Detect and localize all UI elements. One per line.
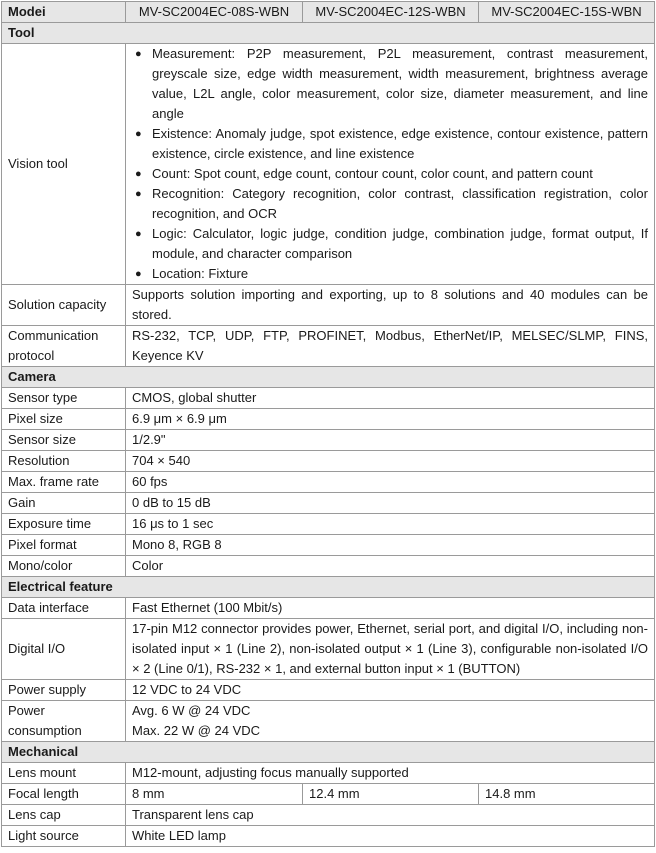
list-item: ● Count: Spot count, edge count, contour count, color count, and pattern count — [132, 164, 648, 184]
spec-label: Lens cap — [2, 805, 126, 826]
spec-value: Mono 8, RGB 8 — [126, 535, 655, 556]
list-item: ● Location: Fixture — [132, 264, 648, 284]
spec-value: 1/2.9" — [126, 430, 655, 451]
model-name: MV-SC2004EC-08S-WBN — [126, 2, 303, 23]
spec-value — [126, 701, 655, 742]
spec-label: Resolution — [2, 451, 126, 472]
model-name: MV-SC2004EC-15S-WBN — [479, 2, 655, 23]
bullet-icon: ● — [135, 128, 142, 140]
spec-label: Vision tool — [2, 44, 126, 285]
spec-row-lens-mount — [2, 763, 655, 784]
spec-label: Digital I/O — [2, 619, 126, 680]
model-label: Modei — [2, 2, 126, 23]
spec-label: Data interface — [2, 598, 126, 619]
spec-row-exposure-time — [2, 514, 655, 535]
spec-label: Power consumption — [2, 701, 126, 742]
spec-label: Focal length — [2, 784, 126, 805]
section-title-mechanical: Mechanical — [2, 742, 655, 763]
spec-value: Supports solution importing and exporting, up to 8 solutions and 40 modules can be stored. — [126, 285, 655, 326]
spec-row-sensor-type — [2, 388, 655, 409]
spec-row-frame-rate — [2, 472, 655, 493]
spec-row-mono-color — [2, 556, 655, 577]
spec-row-resolution — [2, 451, 655, 472]
vision-tool-list — [132, 44, 648, 284]
spec-value: 12.4 mm — [303, 784, 479, 805]
spec-label: Mono/color — [2, 556, 126, 577]
section-title-tool: Tool — [2, 23, 655, 44]
bullet-icon: ● — [135, 188, 142, 200]
spec-value: RS-232, TCP, UDP, FTP, PROFINET, Modbus, EtherNet/IP, MELSEC/SLMP, FINS, Keyence KV — [126, 326, 655, 367]
section-row — [2, 367, 655, 388]
spec-row-lens-cap — [2, 805, 655, 826]
spec-value: 17-pin M12 connector provides power, Ethernet, serial port, and digital I/O, including non-isolated input × 1 (Line 2), non-isolated output × 1 (Line 3), configurable non-isolated I/O × 2 (Line 0/1), RS-232 × 1, and external button input × 1 (BUTTON) — [126, 619, 655, 680]
spec-value: 16 μs to 1 sec — [126, 514, 655, 535]
model-header-row — [2, 2, 655, 23]
model-name: MV-SC2004EC-12S-WBN — [303, 2, 479, 23]
spec-row-light-source — [2, 826, 655, 847]
spec-row-data-interface — [2, 598, 655, 619]
spec-value: White LED lamp — [126, 826, 655, 847]
spec-row-gain — [2, 493, 655, 514]
spec-label: Lens mount — [2, 763, 126, 784]
spec-value: 14.8 mm — [479, 784, 655, 805]
list-item: ● Measurement: P2P measurement, P2L measurement, contrast measurement, greyscale size, edge width measurement, width measurement, brightness average value, L2L angle, color measurement, color size, diameter measurement, and line angle — [135, 46, 648, 121]
spec-row-vision-tool — [2, 44, 655, 285]
list-item: ● Logic: Calculator, logic judge, condition judge, combination judge, format output, If module, and character comparison — [135, 226, 648, 261]
section-row — [2, 742, 655, 763]
spec-row-digital-io — [2, 619, 655, 680]
spec-value: Fast Ethernet (100 Mbit/s) — [126, 598, 655, 619]
bullet-icon: ● — [135, 48, 142, 60]
spec-label: Sensor size — [2, 430, 126, 451]
spec-value: 6.9 μm × 6.9 μm — [126, 409, 655, 430]
spec-value: 60 fps — [126, 472, 655, 493]
spec-value: 8 mm — [126, 784, 303, 805]
spec-label: Solution capacity — [2, 285, 126, 326]
spec-value: CMOS, global shutter — [126, 388, 655, 409]
power-consumption-max: Max. 22 W @ 24 VDC — [132, 723, 261, 738]
power-consumption-avg: Avg. 6 W @ 24 VDC — [132, 703, 251, 718]
spec-value: Color — [126, 556, 655, 577]
spec-row-pixel-format — [2, 535, 655, 556]
spec-label: Communication protocol — [2, 326, 126, 367]
bullet-icon: ● — [135, 228, 142, 240]
list-item: ● Existence: Anomaly judge, spot existence, edge existence, contour existence, pattern existence, circle existence, and line existence — [135, 126, 648, 161]
spec-table — [1, 1, 655, 847]
section-title-electrical: Electrical feature — [2, 577, 655, 598]
spec-row-communication-protocol — [2, 326, 655, 367]
spec-value: 12 VDC to 24 VDC — [126, 680, 655, 701]
spec-row-solution-capacity — [2, 285, 655, 326]
spec-row-sensor-size — [2, 430, 655, 451]
spec-label: Max. frame rate — [2, 472, 126, 493]
spec-value — [126, 44, 655, 285]
list-item: ● Recognition: Category recognition, color contrast, classification registration, color recognition, and OCR — [135, 186, 648, 221]
spec-label: Light source — [2, 826, 126, 847]
spec-value: Transparent lens cap — [126, 805, 655, 826]
spec-row-power-consumption — [2, 701, 655, 742]
spec-label: Pixel size — [2, 409, 126, 430]
section-title-camera: Camera — [2, 367, 655, 388]
spec-label: Pixel format — [2, 535, 126, 556]
spec-value: 704 × 540 — [126, 451, 655, 472]
spec-label: Power supply — [2, 680, 126, 701]
spec-row-power-supply — [2, 680, 655, 701]
spec-row-focal-length — [2, 784, 655, 805]
bullet-icon: ● — [135, 268, 142, 280]
spec-label: Gain — [2, 493, 126, 514]
spec-value: M12-mount, adjusting focus manually supported — [126, 763, 655, 784]
bullet-icon: ● — [135, 168, 142, 180]
spec-label: Exposure time — [2, 514, 126, 535]
section-row — [2, 577, 655, 598]
spec-value: 0 dB to 15 dB — [126, 493, 655, 514]
spec-label: Sensor type — [2, 388, 126, 409]
section-row — [2, 23, 655, 44]
spec-row-pixel-size — [2, 409, 655, 430]
